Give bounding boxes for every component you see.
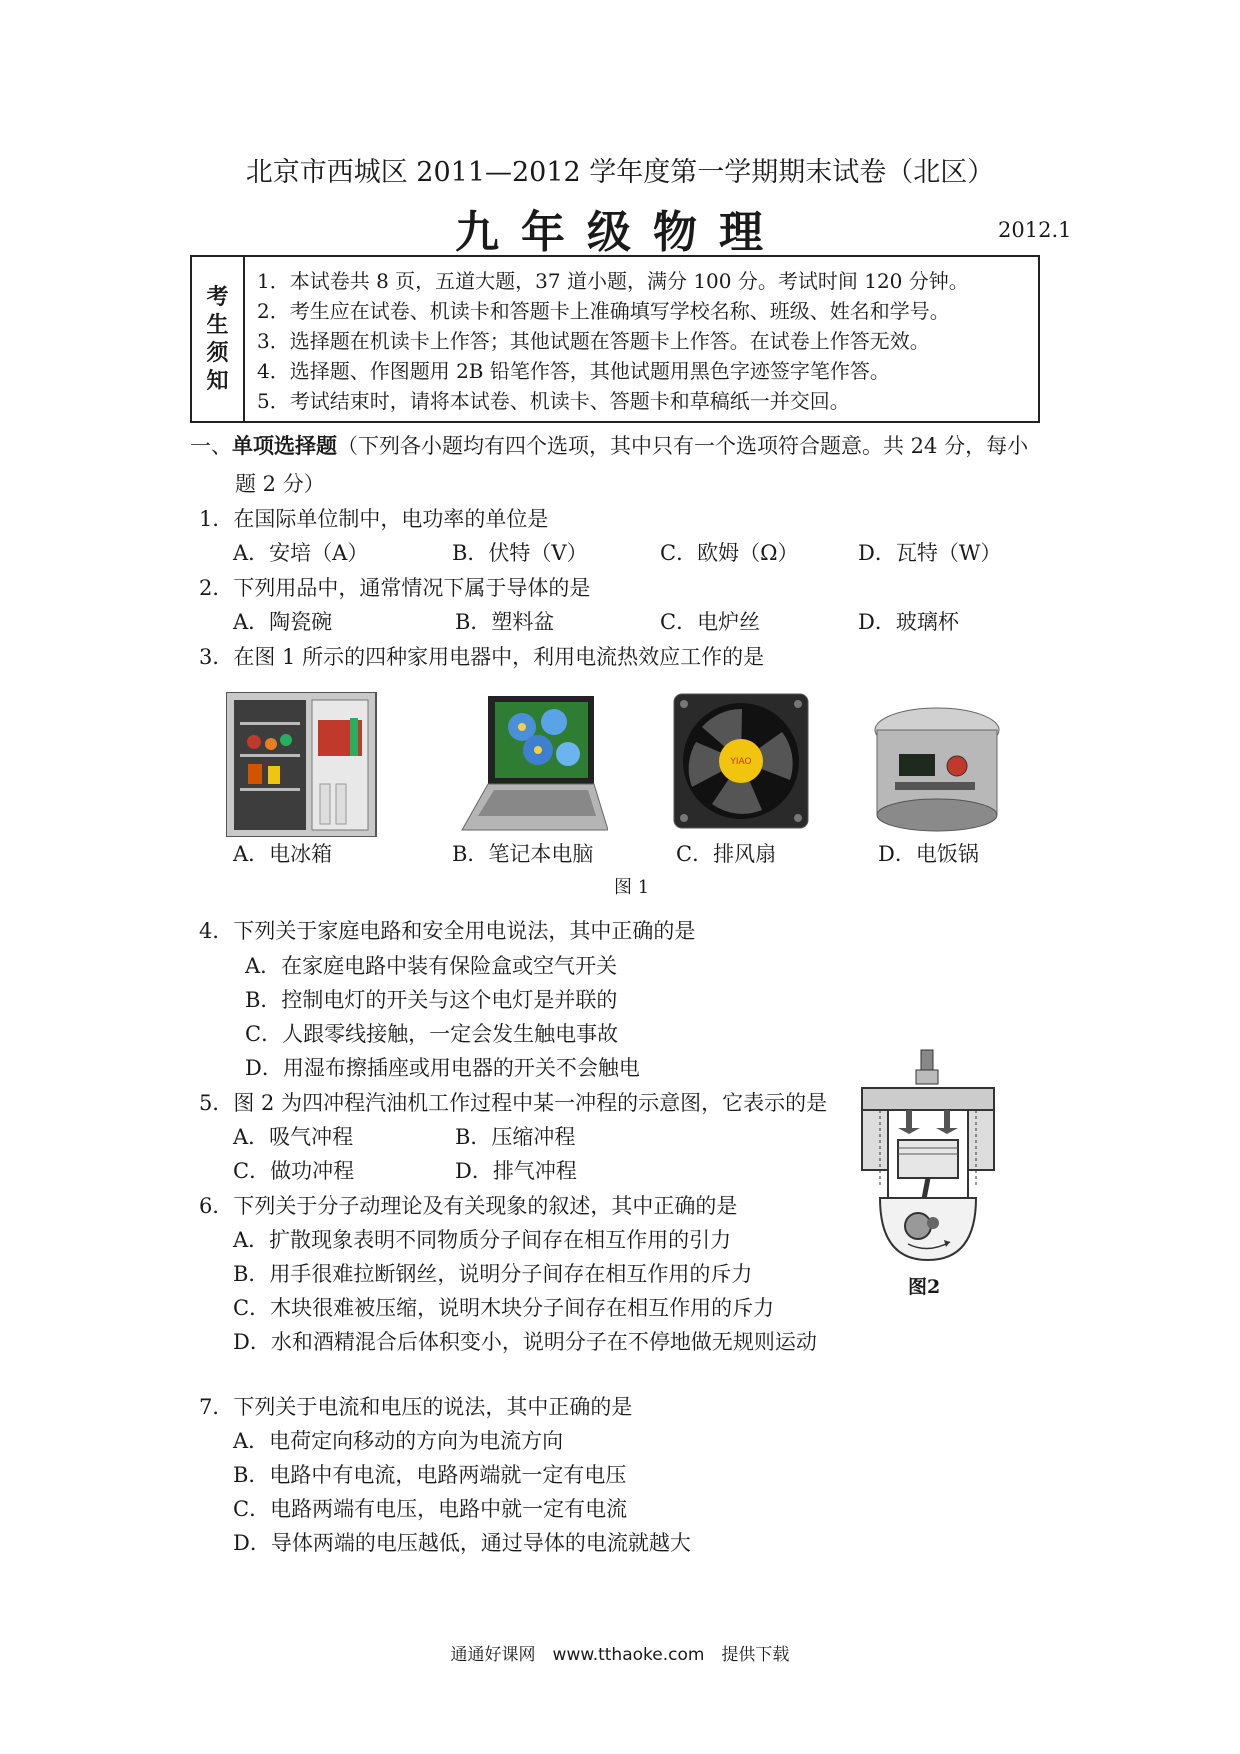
notice-item: 2．考生应在试卷、机读卡和答题卡上准确填写学校名称、班级、姓名和学号。 (257, 299, 950, 323)
notice-label-char: 知 (206, 368, 229, 394)
fig1-caption-d: D．电饭锅 (878, 842, 979, 866)
exam-title: 北京市西城区 2011—2012 学年度第一学期期末试卷（北区） (245, 157, 995, 188)
section-desc: （下列各小题均有四个选项，其中只有一个选项符合题意。共 24 分，每小 (337, 434, 1029, 458)
q7-stem: 7．下列关于电流和电压的说法，其中正确的是 (199, 1395, 633, 1419)
q4-stem: 4．下列关于家庭电路和安全用电说法，其中正确的是 (199, 919, 696, 943)
q7-option-a: A．电荷定向移动的方向为电流方向 (233, 1429, 564, 1453)
q2-stem: 2．下列用品中，通常情况下属于导体的是 (199, 576, 591, 600)
q2-option-d: D．玻璃杯 (858, 610, 959, 634)
figure-2-label: 图2 (908, 1276, 941, 1298)
exam-date: 2012.1 (998, 218, 1072, 242)
q5-option-d: D．排气冲程 (455, 1159, 577, 1183)
q6-option-b: B．用手很难拉断钢丝，说明分子间存在相互作用的斥力 (233, 1262, 753, 1286)
section-desc-cont: 题 2 分） (235, 472, 325, 496)
q4-option-b: B．控制电灯的开关与这个电灯是并联的 (245, 988, 618, 1012)
q6-stem: 6．下列关于分子动理论及有关现象的叙述，其中正确的是 (199, 1194, 738, 1218)
fig1-caption-a: A．电冰箱 (233, 842, 333, 866)
section-name: 单项选择题 (232, 433, 337, 458)
q1-option-d: D．瓦特（W） (858, 541, 1002, 565)
fig1-caption-c: C．排风扇 (676, 842, 777, 866)
q1-option-c: C．欧姆（Ω） (660, 541, 799, 565)
fan-brand-label: YIAO (730, 757, 752, 767)
notice-item: 3．选择题在机读卡上作答；其他试题在答题卡上作答。在试卷上作答无效。 (257, 329, 930, 353)
notice-item: 1．本试卷共 8 页，五道大题，37 道小题，满分 100 分。考试时间 120 分钟。 (257, 269, 969, 293)
fig1-caption-b: B．笔记本电脑 (452, 842, 594, 866)
q2-option-a: A．陶瓷碗 (233, 610, 333, 634)
figure-1-label: 图 1 (614, 877, 650, 898)
q2-option-c: C．电炉丝 (660, 610, 761, 634)
q7-option-d: D．导体两端的电压越低，通过导体的电流就越大 (233, 1531, 691, 1555)
notice-label-char: 须 (206, 340, 229, 366)
q1-option-b: B．伏特（V） (452, 541, 588, 565)
page-footer: 通通好课网 www.tthaoke.com 提供下载 (450, 1645, 790, 1665)
q7-option-c: C．电路两端有电压，电路中就一定有电流 (233, 1497, 628, 1521)
q2-option-b: B．塑料盆 (455, 610, 555, 634)
q4-option-d: D．用湿布擦插座或用电器的开关不会触电 (245, 1056, 640, 1080)
notice-list (257, 266, 969, 416)
q6-option-c: C．木块很难被压缩，说明木块分子间存在相互作用的斥力 (233, 1296, 775, 1320)
q6-option-a: A．扩散现象表明不同物质分子间存在相互作用的引力 (233, 1228, 732, 1252)
q5-option-c: C．做功冲程 (233, 1159, 355, 1183)
candidate-notice-box (190, 255, 1040, 423)
q5-option-a: A．吸气冲程 (233, 1125, 354, 1149)
notice-label-char: 生 (206, 312, 229, 338)
section-prefix: 一、 (190, 434, 232, 458)
q4-option-a: A．在家庭电路中装有保险盒或空气开关 (245, 954, 618, 978)
fridge-illustration (226, 692, 384, 837)
laptop-illustration (458, 692, 608, 837)
exhaust-fan-illustration (672, 692, 812, 832)
notice-item: 5．考试结束时，请将本试卷、机读卡、答题卡和草稿纸一并交回。 (257, 389, 850, 413)
q1-option-a: A．安培（A） (233, 541, 369, 565)
q1-stem: 1．在国际单位制中，电功率的单位是 (199, 507, 549, 531)
engine-diagram (858, 1048, 998, 1266)
q4-option-c: C．人跟零线接触，一定会发生触电事故 (245, 1022, 619, 1046)
notice-label (192, 257, 245, 421)
q3-stem: 3．在图 1 所示的四种家用电器中，利用电流热效应工作的是 (199, 645, 765, 669)
q5-stem: 5．图 2 为四冲程汽油机工作过程中某一冲程的示意图，它表示的是 (199, 1091, 828, 1115)
section-heading (190, 430, 1028, 460)
q6-option-d: D．水和酒精混合后体积变小，说明分子在不停地做无规则运动 (233, 1330, 817, 1354)
notice-item: 4．选择题、作图题用 2B 铅笔作答，其他试题用黑色字迹签字笔作答。 (257, 359, 890, 383)
notice-label-char: 考 (206, 284, 229, 310)
rice-cooker-illustration (865, 700, 1010, 835)
q7-option-b: B．电路中有电流，电路两端就一定有电压 (233, 1463, 627, 1487)
q5-option-b: B．压缩冲程 (455, 1125, 576, 1149)
exam-subject: 九年级物理 (455, 207, 785, 258)
